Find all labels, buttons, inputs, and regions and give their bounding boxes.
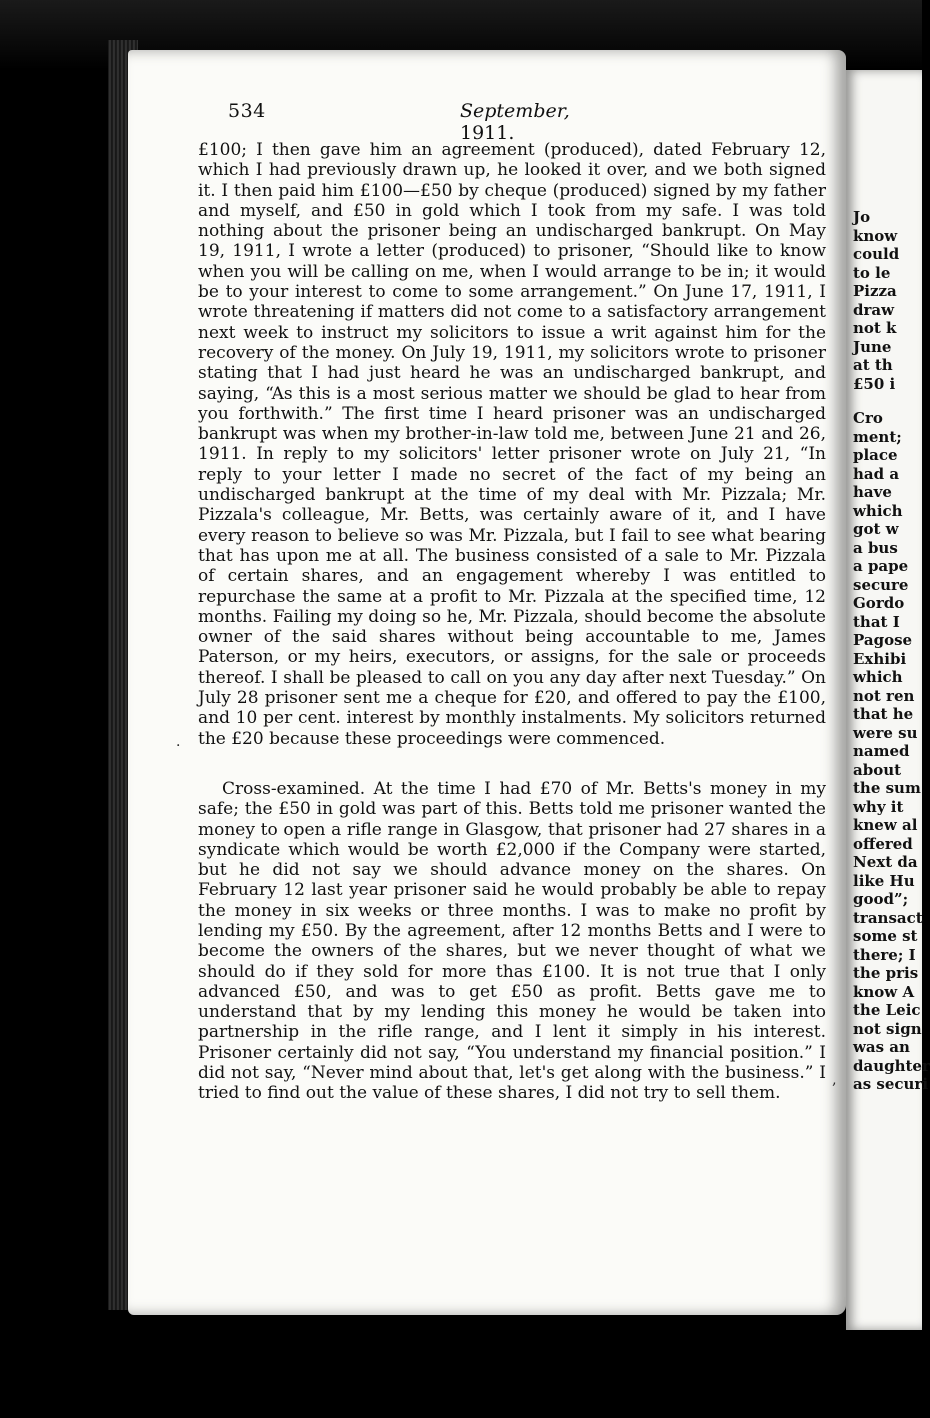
facing-page-line-fragment: was an [853,1038,910,1056]
facing-page-line-fragment: £50 i [853,374,896,393]
scan-bottom-border [0,1330,922,1418]
facing-page-line-fragment: knew al [853,816,918,834]
facing-page-line-fragment: could [853,245,900,263]
facing-page-line-fragment: named [853,742,910,760]
facing-page-line-fragment: Pizza [853,282,897,300]
facing-page-line-fragment: offered [853,834,913,853]
facing-page-line-fragment: daughter [853,1056,930,1075]
facing-page-line-fragment: as securi [853,1075,929,1093]
facing-page-line-fragment: transact [853,908,923,927]
facing-page-line-fragment: the pris [853,964,919,982]
facing-page-line-fragment: got w [853,520,899,538]
running-head-month: September, [460,100,570,122]
facing-page-line-fragment: secure [853,575,909,594]
facing-page-line-fragment: place [853,446,898,464]
facing-page-line-fragment: know A [853,982,915,1001]
page-body-text [198,140,826,1104]
facing-page-line-fragment: a pape [853,557,909,575]
facing-page-line-fragment: not k [853,319,897,337]
facing-page-line-fragment: not sign [853,1019,922,1038]
facing-page-line-fragment: some st [853,927,918,945]
facing-page-line-fragment: were su [853,723,918,742]
facing-page-fragments [846,208,930,1094]
facing-page-line-fragment: know [853,226,898,245]
margin-tick-mark: ‚ [832,1072,837,1088]
facing-page-line-fragment: the Leic [853,1001,921,1019]
facing-page-line-fragment: Jo [853,208,871,226]
testimony-paragraph: £100; I then gave him an agreement (produced), dated February 12, which I had previously drawn up, he looked it over, and we both signed it. I then paid him £100—£50 by cheque (produced) signed by my father and myself, and £50 in gold which I took from my safe. I was told nothing about the prisoner being an undischarged bankrupt. On May 19, 1911, I wrote a letter (produced) to prisoner, “Should like to know when you will be calling on me, when I would arrange to be in; it would be to your interest to come to some arrangement.” On June 17, 1911, I wrote threatening if matters did not come to a satisfactory arrangement next week to instruct my solicitors to issue a writ against him for the recovery of the money. On July 19, 1911, my solicitors wrote to prisoner stating that I had just heard he was an undischarged bankrupt, and saying, “As this is a most serious matter we should be glad to hear from you forthwith.” The first time I heard prisoner was an undischarged bankrupt was when my brother-in-law told me, between June 21 and 26, 1911. In reply to my solicitors' letter prisoner wrote on July 21, “In reply to your letter I made no secret of the fact of my being an undischarged bankrupt at the time of my deal with Mr. Pizzala; Mr. Pizzala's colleague, Mr. Betts, was certainly aware of it, and I have every reason to believe so was Mr. Pizzala, but I fail to see what bearing that has upon me at all. The business consisted of a sale to Mr. Pizzala of certain shares, and an engagement whereby I was entitled to repurchase the same at a profit to Mr. Pizzala at the specified time, 12 months. Failing my doing so he, Mr. Pizzala, should become the absolute owner of the said shares without being accountable to me, James Paterson, or my heirs, executors, or assigns, for the sale or proceeds thereof. I shall be pleased to call on you any day after next Tuesday.” On July 28 prisoner sent me a cheque for £20, and offered to pay the £100, and 10 per cent. interest by monthly instalments. My solicitors returned the £20 because these proceedings were commenced. [198,140,826,749]
facing-page-edge [846,70,930,1330]
facing-page-line-fragment: good”; [853,890,909,908]
facing-page-line-fragment: Exhibi [853,649,907,668]
facing-page-line-fragment: which [853,668,903,686]
page-header [228,100,628,144]
facing-page-line-fragment: that I [853,612,900,631]
facing-page-line-fragment: that he [853,705,914,723]
facing-page-line-fragment: about [853,760,902,779]
facing-page-line-fragment: there; I [853,945,916,964]
page-number: 534 [228,100,266,122]
facing-page-line-fragment: Gordo [853,594,905,612]
facing-page-line-fragment: have [853,483,892,501]
facing-page-line-fragment: a bus [853,538,898,557]
running-head [460,100,628,144]
facing-page-line-fragment: to le [853,263,891,282]
facing-page-line-fragment: the sum [853,779,921,797]
facing-page-line-fragment: Next da [853,853,918,871]
running-head-year: 1911. [460,122,515,144]
facing-page-line-fragment: ment; [853,427,902,446]
facing-page-line-fragment: Pagose [853,631,913,649]
facing-page-line-fragment: which [853,501,903,520]
facing-page-line-fragment: not ren [853,686,915,705]
facing-page-line-fragment: Cro [853,409,883,427]
facing-page-line-fragment: why it [853,797,904,816]
facing-page-line-fragment: like Hu [853,871,915,890]
facing-page-line-fragment: June [853,337,892,356]
margin-dot-mark: · [176,738,181,754]
facing-page-line-fragment: draw [853,300,895,319]
cross-examination-paragraph: Cross-examined. At the time I had £70 of Mr. Betts's money in my safe; the £50 in gold was part of this. Betts told me prisoner wanted the money to open a rifle range in Glasgow, that prisoner had 27 shares in a syndicate which would be worth £2,000 if the Company were started, but he did not say we should advance money on the shares. On February 12 last year prisoner said he would probably be able to repay the money in six weeks or three months. I was to make no profit by lending my £50. By the agreement, after 12 months Betts and I were to become the owners of the shares, but we never thought of what we should do if they sold for more thas £100. It is not true that I only advanced £50, and was to get £50 as profit. Betts gave me to understand that by my lending this money he would be taken into partnership in the rifle range, and I lent it simply in his interest. Prisoner certainly did not say, “You understand my financial position.” I did not say, “Never mind about that, let's get along with the business.” I tried to find out the value of these shares, I did not try to sell them. [198,778,826,1104]
facing-page-line-fragment: had a [853,464,900,483]
facing-page-line-fragment: at th [853,356,893,374]
